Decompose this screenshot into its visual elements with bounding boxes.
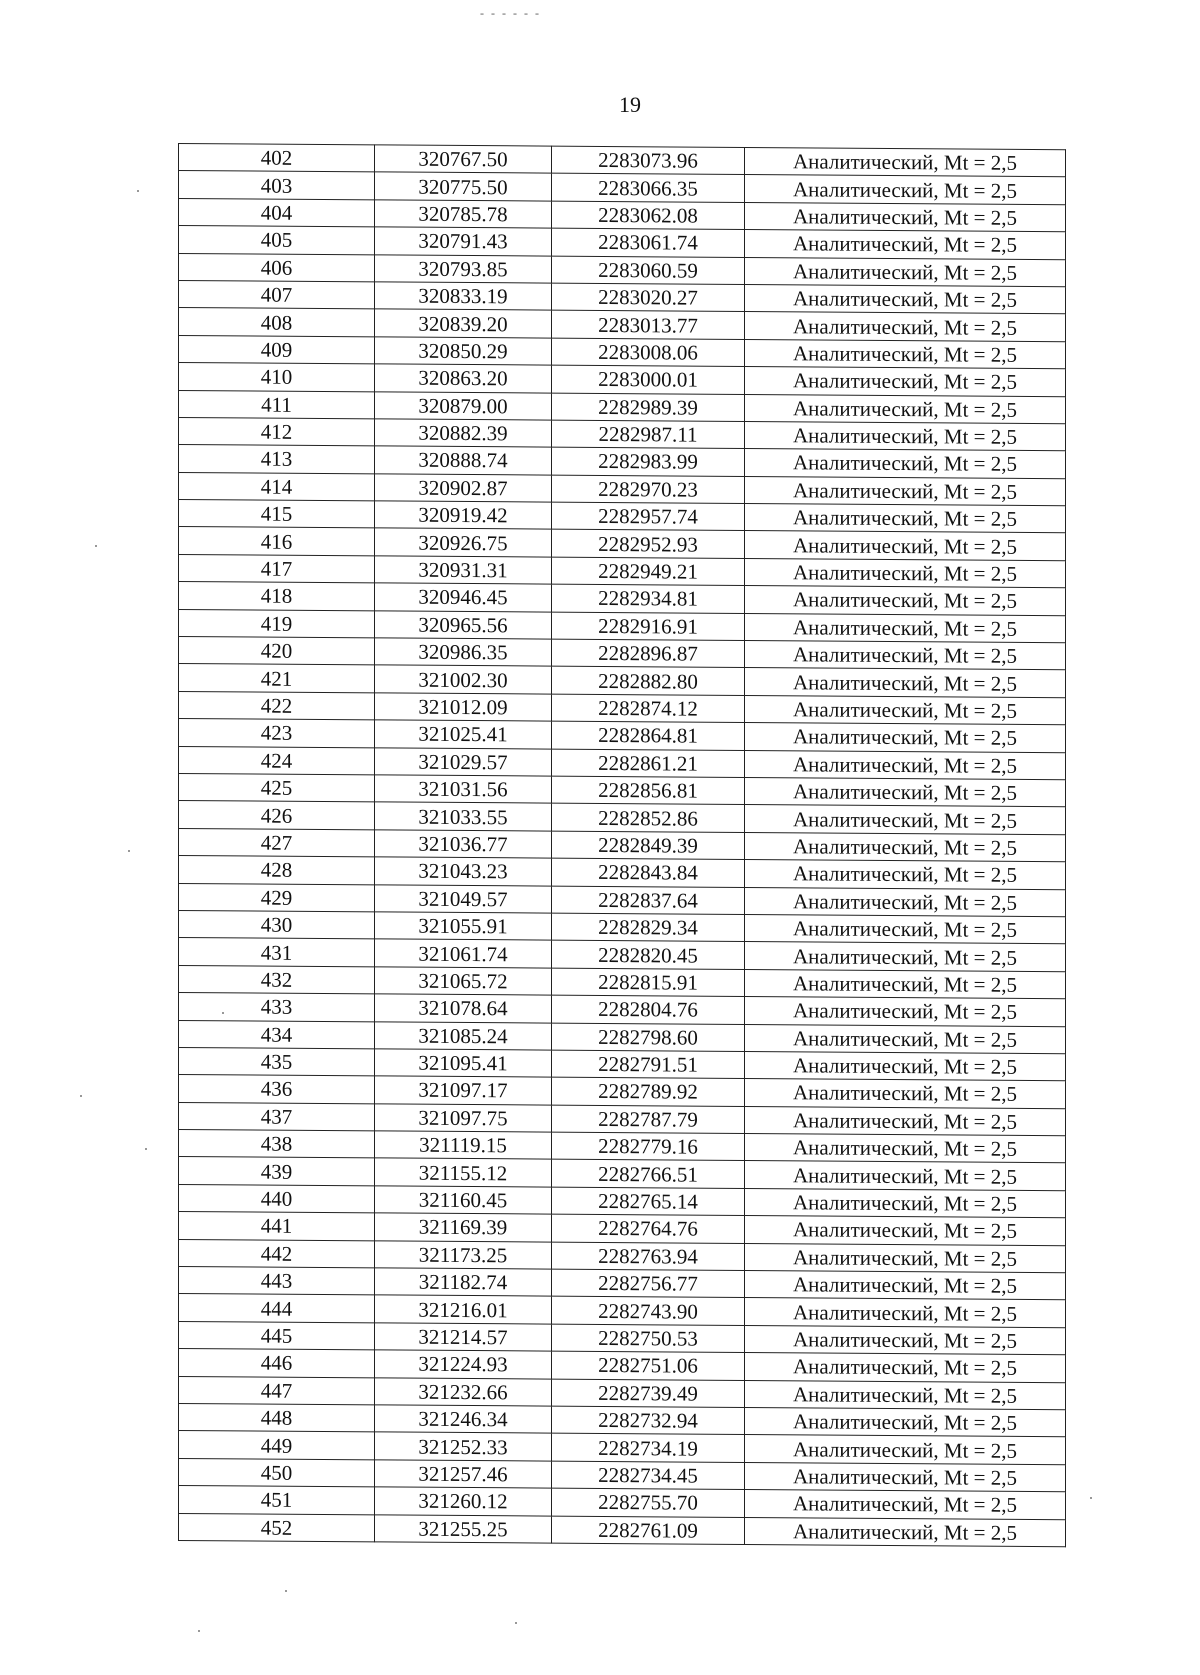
y-coordinate-cell: 2283020.27 xyxy=(552,283,745,312)
x-coordinate-cell: 320879.00 xyxy=(375,391,552,420)
method-cell: Аналитический, Mt = 2,5 xyxy=(745,175,1066,205)
y-coordinate-cell: 2282852.86 xyxy=(552,803,745,832)
x-coordinate-cell: 320767.50 xyxy=(375,145,552,174)
method-cell: Аналитический, Mt = 2,5 xyxy=(745,1380,1066,1410)
y-coordinate-cell: 2282970.23 xyxy=(552,475,745,504)
coordinates-table-body xyxy=(179,144,1066,1547)
x-coordinate-cell: 320863.20 xyxy=(375,364,552,393)
x-coordinate-cell: 320902.87 xyxy=(375,474,552,503)
x-coordinate-cell: 321078.64 xyxy=(375,994,552,1023)
x-coordinate-cell: 321246.34 xyxy=(375,1405,552,1434)
x-coordinate-cell: 321257.46 xyxy=(375,1460,552,1489)
y-coordinate-cell: 2282734.19 xyxy=(552,1433,745,1462)
point-number-cell: 418 xyxy=(179,582,375,611)
point-number-cell: 440 xyxy=(179,1184,375,1213)
y-coordinate-cell: 2282896.87 xyxy=(552,639,745,668)
method-cell: Аналитический, Mt = 2,5 xyxy=(745,339,1066,369)
y-coordinate-cell: 2282756.77 xyxy=(552,1269,745,1298)
point-number-cell: 416 xyxy=(179,527,375,556)
scan-speck xyxy=(137,190,139,192)
point-number-cell: 424 xyxy=(179,746,375,775)
y-coordinate-cell: 2283060.59 xyxy=(552,256,745,285)
scan-speck xyxy=(198,1630,200,1632)
y-coordinate-cell: 2282804.76 xyxy=(552,995,745,1024)
method-cell: Аналитический, Mt = 2,5 xyxy=(745,558,1066,588)
point-number-cell: 430 xyxy=(179,910,375,939)
method-cell: Аналитический, Mt = 2,5 xyxy=(745,1106,1066,1136)
y-coordinate-cell: 2282849.39 xyxy=(552,831,745,860)
point-number-cell: 445 xyxy=(179,1321,375,1350)
y-coordinate-cell: 2282798.60 xyxy=(552,1023,745,1052)
x-coordinate-cell: 321216.01 xyxy=(375,1295,552,1324)
y-coordinate-cell: 2282739.49 xyxy=(552,1379,745,1408)
x-coordinate-cell: 321173.25 xyxy=(375,1240,552,1269)
method-cell: Аналитический, Mt = 2,5 xyxy=(745,1407,1066,1437)
x-coordinate-cell: 320965.56 xyxy=(375,611,552,640)
y-coordinate-cell: 2282934.81 xyxy=(552,584,745,613)
method-cell: Аналитический, Mt = 2,5 xyxy=(745,887,1066,917)
y-coordinate-cell: 2282750.53 xyxy=(552,1324,745,1353)
point-number-cell: 434 xyxy=(179,1020,375,1049)
x-coordinate-cell: 321260.12 xyxy=(375,1487,552,1516)
method-cell: Аналитический, Mt = 2,5 xyxy=(745,695,1066,725)
method-cell: Аналитический, Mt = 2,5 xyxy=(745,1243,1066,1273)
point-number-cell: 423 xyxy=(179,719,375,748)
method-cell: Аналитический, Mt = 2,5 xyxy=(745,1353,1066,1383)
y-coordinate-cell: 2282734.45 xyxy=(552,1461,745,1490)
y-coordinate-cell: 2282856.81 xyxy=(552,776,745,805)
point-number-cell: 436 xyxy=(179,1075,375,1104)
method-cell: Аналитический, Mt = 2,5 xyxy=(745,1462,1066,1492)
x-coordinate-cell: 321097.75 xyxy=(375,1104,552,1133)
scan-speck xyxy=(128,850,130,852)
x-coordinate-cell: 321160.45 xyxy=(375,1186,552,1215)
method-cell: Аналитический, Mt = 2,5 xyxy=(745,860,1066,890)
x-coordinate-cell: 321025.41 xyxy=(375,720,552,749)
x-coordinate-cell: 320785.78 xyxy=(375,200,552,229)
method-cell: Аналитический, Mt = 2,5 xyxy=(745,1051,1066,1081)
point-number-cell: 437 xyxy=(179,1102,375,1131)
method-cell: Аналитический, Mt = 2,5 xyxy=(745,1517,1066,1547)
method-cell: Аналитический, Mt = 2,5 xyxy=(745,613,1066,643)
point-number-cell: 441 xyxy=(179,1212,375,1241)
scan-speck xyxy=(1090,1497,1092,1499)
method-cell: Аналитический, Mt = 2,5 xyxy=(745,832,1066,862)
y-coordinate-cell: 2282916.91 xyxy=(552,612,745,641)
method-cell: Аналитический, Mt = 2,5 xyxy=(745,1024,1066,1054)
y-coordinate-cell: 2282882.80 xyxy=(552,667,745,696)
point-number-cell: 438 xyxy=(179,1130,375,1159)
point-number-cell: 428 xyxy=(179,856,375,885)
point-number-cell: 451 xyxy=(179,1486,375,1515)
x-coordinate-cell: 321214.57 xyxy=(375,1323,552,1352)
y-coordinate-cell: 2282861.21 xyxy=(552,749,745,778)
x-coordinate-cell: 321012.09 xyxy=(375,693,552,722)
method-cell: Аналитический, Mt = 2,5 xyxy=(745,1161,1066,1191)
y-coordinate-cell: 2282764.76 xyxy=(552,1214,745,1243)
y-coordinate-cell: 2282820.45 xyxy=(552,940,745,969)
point-number-cell: 452 xyxy=(179,1513,375,1542)
method-cell: Аналитический, Mt = 2,5 xyxy=(745,1188,1066,1218)
point-number-cell: 405 xyxy=(179,226,375,255)
method-cell: Аналитический, Mt = 2,5 xyxy=(745,1216,1066,1246)
point-number-cell: 433 xyxy=(179,993,375,1022)
y-coordinate-cell: 2282952.93 xyxy=(552,530,745,559)
x-coordinate-cell: 320888.74 xyxy=(375,446,552,475)
x-coordinate-cell: 321043.23 xyxy=(375,857,552,886)
x-coordinate-cell: 320946.45 xyxy=(375,583,552,612)
x-coordinate-cell: 321049.57 xyxy=(375,884,552,913)
point-number-cell: 439 xyxy=(179,1157,375,1186)
y-coordinate-cell: 2282843.84 xyxy=(552,858,745,887)
point-number-cell: 415 xyxy=(179,500,375,529)
point-number-cell: 414 xyxy=(179,472,375,501)
table-row xyxy=(179,1513,1066,1547)
x-coordinate-cell: 320850.29 xyxy=(375,337,552,366)
x-coordinate-cell: 321036.77 xyxy=(375,830,552,859)
method-cell: Аналитический, Mt = 2,5 xyxy=(745,531,1066,561)
point-number-cell: 444 xyxy=(179,1294,375,1323)
y-coordinate-cell: 2282761.09 xyxy=(552,1516,745,1545)
method-cell: Аналитический, Mt = 2,5 xyxy=(745,202,1066,232)
point-number-cell: 431 xyxy=(179,938,375,967)
method-cell: Аналитический, Mt = 2,5 xyxy=(745,586,1066,616)
point-number-cell: 410 xyxy=(179,363,375,392)
point-number-cell: 425 xyxy=(179,773,375,802)
point-number-cell: 435 xyxy=(179,1047,375,1076)
x-coordinate-cell: 320839.20 xyxy=(375,309,552,338)
method-cell: Аналитический, Mt = 2,5 xyxy=(745,284,1066,314)
y-coordinate-cell: 2282732.94 xyxy=(552,1406,745,1435)
method-cell: Аналитический, Mt = 2,5 xyxy=(745,640,1066,670)
y-coordinate-cell: 2282989.39 xyxy=(552,393,745,422)
scan-speck xyxy=(222,1012,224,1014)
x-coordinate-cell: 320926.75 xyxy=(375,528,552,557)
y-coordinate-cell: 2282949.21 xyxy=(552,557,745,586)
method-cell: Аналитический, Mt = 2,5 xyxy=(745,997,1066,1027)
y-coordinate-cell: 2282751.06 xyxy=(552,1351,745,1380)
point-number-cell: 408 xyxy=(179,308,375,337)
point-number-cell: 402 xyxy=(179,144,375,173)
y-coordinate-cell: 2282815.91 xyxy=(552,968,745,997)
method-cell: Аналитический, Mt = 2,5 xyxy=(745,942,1066,972)
point-number-cell: 421 xyxy=(179,664,375,693)
y-coordinate-cell: 2282789.92 xyxy=(552,1077,745,1106)
method-cell: Аналитический, Mt = 2,5 xyxy=(745,668,1066,698)
scan-speck xyxy=(80,1095,82,1097)
method-cell: Аналитический, Mt = 2,5 xyxy=(745,421,1066,451)
x-coordinate-cell: 321031.56 xyxy=(375,775,552,804)
point-number-cell: 447 xyxy=(179,1376,375,1405)
point-number-cell: 409 xyxy=(179,335,375,364)
y-coordinate-cell: 2282787.79 xyxy=(552,1105,745,1134)
y-coordinate-cell: 2282957.74 xyxy=(552,502,745,531)
point-number-cell: 446 xyxy=(179,1349,375,1378)
y-coordinate-cell: 2283073.96 xyxy=(552,146,745,175)
y-coordinate-cell: 2282983.99 xyxy=(552,447,745,476)
method-cell: Аналитический, Mt = 2,5 xyxy=(745,1270,1066,1300)
x-coordinate-cell: 320919.42 xyxy=(375,501,552,530)
x-coordinate-cell: 321119.15 xyxy=(375,1131,552,1160)
x-coordinate-cell: 321085.24 xyxy=(375,1021,552,1050)
method-cell: Аналитический, Mt = 2,5 xyxy=(745,805,1066,835)
y-coordinate-cell: 2283061.74 xyxy=(552,228,745,257)
x-coordinate-cell: 321095.41 xyxy=(375,1049,552,1078)
point-number-cell: 432 xyxy=(179,965,375,994)
method-cell: Аналитический, Mt = 2,5 xyxy=(745,1435,1066,1465)
method-cell: Аналитический, Mt = 2,5 xyxy=(745,969,1066,999)
point-number-cell: 442 xyxy=(179,1239,375,1268)
point-number-cell: 426 xyxy=(179,801,375,830)
x-coordinate-cell: 321002.30 xyxy=(375,665,552,694)
method-cell: Аналитический, Mt = 2,5 xyxy=(745,777,1066,807)
point-number-cell: 406 xyxy=(179,253,375,282)
y-coordinate-cell: 2282743.90 xyxy=(552,1297,745,1326)
x-coordinate-cell: 321061.74 xyxy=(375,939,552,968)
method-cell: Аналитический, Mt = 2,5 xyxy=(745,476,1066,506)
scan-speck xyxy=(95,545,97,547)
y-coordinate-cell: 2282791.51 xyxy=(552,1050,745,1079)
point-number-cell: 429 xyxy=(179,883,375,912)
point-number-cell: 448 xyxy=(179,1403,375,1432)
method-cell: Аналитический, Mt = 2,5 xyxy=(745,750,1066,780)
scan-speck xyxy=(285,1590,287,1592)
page-number: 19 xyxy=(619,92,641,117)
x-coordinate-cell: 321033.55 xyxy=(375,802,552,831)
point-number-cell: 403 xyxy=(179,171,375,200)
x-coordinate-cell: 320882.39 xyxy=(375,419,552,448)
y-coordinate-cell: 2282874.12 xyxy=(552,694,745,723)
method-cell: Аналитический, Mt = 2,5 xyxy=(745,367,1066,397)
point-number-cell: 413 xyxy=(179,445,375,474)
method-cell: Аналитический, Mt = 2,5 xyxy=(745,230,1066,260)
method-cell: Аналитический, Mt = 2,5 xyxy=(745,147,1066,177)
x-coordinate-cell: 321255.25 xyxy=(375,1514,552,1543)
method-cell: Аналитический, Mt = 2,5 xyxy=(745,257,1066,287)
y-coordinate-cell: 2282987.11 xyxy=(552,420,745,449)
x-coordinate-cell: 321232.66 xyxy=(375,1377,552,1406)
y-coordinate-cell: 2283008.06 xyxy=(552,338,745,367)
point-number-cell: 411 xyxy=(179,390,375,419)
method-cell: Аналитический, Mt = 2,5 xyxy=(745,1298,1066,1328)
y-coordinate-cell: 2282755.70 xyxy=(552,1488,745,1517)
x-coordinate-cell: 321065.72 xyxy=(375,967,552,996)
x-coordinate-cell: 321155.12 xyxy=(375,1158,552,1187)
point-number-cell: 427 xyxy=(179,828,375,857)
point-number-cell: 422 xyxy=(179,691,375,720)
x-coordinate-cell: 321029.57 xyxy=(375,747,552,776)
x-coordinate-cell: 320931.31 xyxy=(375,556,552,585)
y-coordinate-cell: 2282765.14 xyxy=(552,1187,745,1216)
method-cell: Аналитический, Mt = 2,5 xyxy=(745,723,1066,753)
x-coordinate-cell: 320833.19 xyxy=(375,282,552,311)
method-cell: Аналитический, Mt = 2,5 xyxy=(745,394,1066,424)
scan-speck xyxy=(145,1148,147,1150)
x-coordinate-cell: 321097.17 xyxy=(375,1076,552,1105)
coordinates-table xyxy=(178,143,1066,1547)
method-cell: Аналитический, Mt = 2,5 xyxy=(745,312,1066,342)
scan-speck xyxy=(515,1622,517,1624)
x-coordinate-cell: 320793.85 xyxy=(375,254,552,283)
x-coordinate-cell: 320791.43 xyxy=(375,227,552,256)
point-number-cell: 419 xyxy=(179,609,375,638)
x-coordinate-cell: 320775.50 xyxy=(375,172,552,201)
x-coordinate-cell: 321224.93 xyxy=(375,1350,552,1379)
x-coordinate-cell: 321252.33 xyxy=(375,1432,552,1461)
point-number-cell: 450 xyxy=(179,1458,375,1487)
scan-header-marks: - - - - - - xyxy=(480,6,541,20)
method-cell: Аналитический, Mt = 2,5 xyxy=(745,1134,1066,1164)
point-number-cell: 407 xyxy=(179,280,375,309)
x-coordinate-cell: 320986.35 xyxy=(375,638,552,667)
y-coordinate-cell: 2282766.51 xyxy=(552,1160,745,1189)
method-cell: Аналитический, Mt = 2,5 xyxy=(745,449,1066,479)
point-number-cell: 404 xyxy=(179,198,375,227)
y-coordinate-cell: 2283066.35 xyxy=(552,173,745,202)
y-coordinate-cell: 2282779.16 xyxy=(552,1132,745,1161)
y-coordinate-cell: 2283000.01 xyxy=(552,365,745,394)
method-cell: Аналитический, Mt = 2,5 xyxy=(745,1325,1066,1355)
method-cell: Аналитический, Mt = 2,5 xyxy=(745,504,1066,534)
method-cell: Аналитический, Mt = 2,5 xyxy=(745,914,1066,944)
method-cell: Аналитический, Mt = 2,5 xyxy=(745,1079,1066,1109)
x-coordinate-cell: 321182.74 xyxy=(375,1268,552,1297)
point-number-cell: 443 xyxy=(179,1267,375,1296)
method-cell: Аналитический, Mt = 2,5 xyxy=(745,1490,1066,1520)
x-coordinate-cell: 321055.91 xyxy=(375,912,552,941)
y-coordinate-cell: 2282829.34 xyxy=(552,913,745,942)
point-number-cell: 420 xyxy=(179,637,375,666)
y-coordinate-cell: 2283062.08 xyxy=(552,201,745,230)
y-coordinate-cell: 2282763.94 xyxy=(552,1242,745,1271)
point-number-cell: 417 xyxy=(179,554,375,583)
point-number-cell: 449 xyxy=(179,1431,375,1460)
y-coordinate-cell: 2282837.64 xyxy=(552,886,745,915)
y-coordinate-cell: 2283013.77 xyxy=(552,310,745,339)
x-coordinate-cell: 321169.39 xyxy=(375,1213,552,1242)
point-number-cell: 412 xyxy=(179,417,375,446)
y-coordinate-cell: 2282864.81 xyxy=(552,721,745,750)
